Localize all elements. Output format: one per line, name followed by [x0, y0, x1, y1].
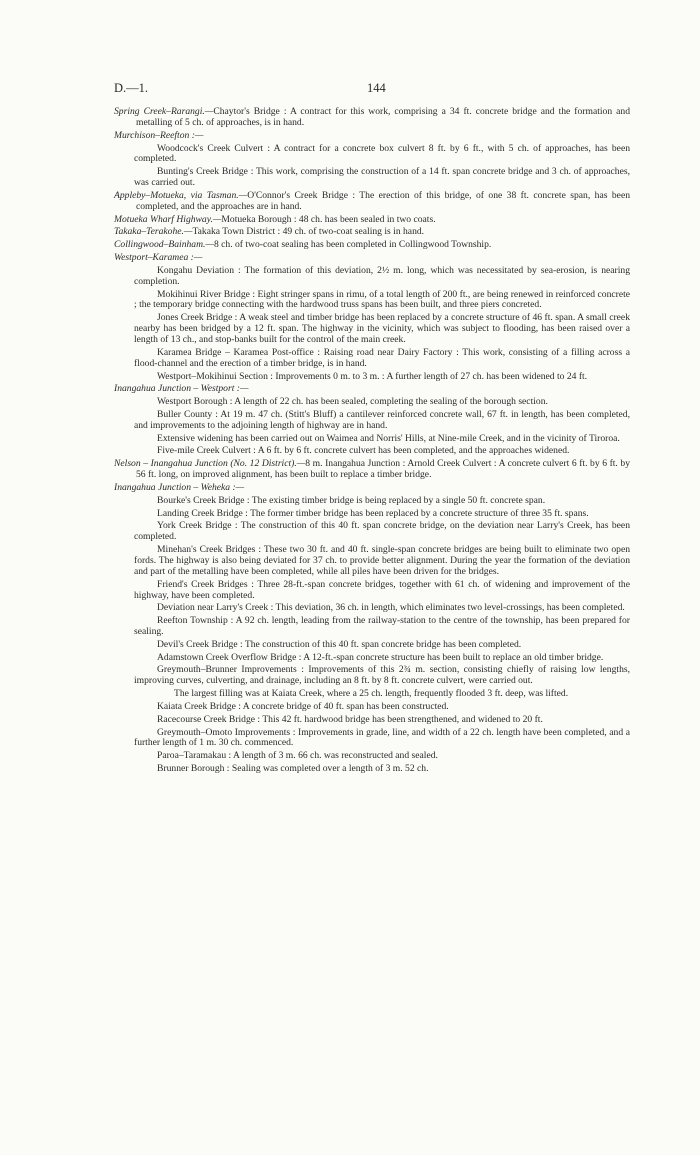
- paragraph-text: 8 m. Inangahua Junction : Arnold Creek Culvert : A concrete culvert 6 ft. by 6 ft. by 56 ft. long, on improved alignment, has been built to replace a timber bridge.: [136, 458, 630, 481]
- paragraph-text: Adamstown Creek Overflow Bridge : A 12-ft.-span concrete structure has been built to replace an old timber bridge.: [157, 651, 604, 663]
- paragraph: [114, 496, 630, 507]
- section-heading: Motueka Wharf Highway.—: [114, 213, 222, 225]
- paragraph-text: Jones Creek Bridge : A weak steel and timber bridge has been replaced by a concrete structure of 46 ft. span. A small creek nearby has been bridged by a 12 ft. span. The highway in the vicinity, which was subject to flooding, has been raised over a length of 13 ch., and stop-banks built for the control of the main creek.: [134, 312, 630, 346]
- paragraph: [114, 545, 630, 578]
- paragraph-text: Extensive widening has been carried out on Waimea and Norris' Hills, at Nine-mile Creek, and in the vicinity of Tiroroa.: [157, 432, 620, 444]
- paragraph: [114, 616, 630, 638]
- paragraph: [114, 640, 630, 651]
- paragraph: [114, 410, 630, 432]
- section-heading: Murchison–Reefton :—: [114, 129, 204, 141]
- paragraph-text: York Creek Bridge : The construction of this 40 ft. span concrete bridge, on the deviation near Larry's Creek, has been completed.: [134, 520, 630, 543]
- paragraph: [114, 348, 630, 370]
- paragraph: [114, 253, 630, 264]
- paragraph: [114, 715, 630, 726]
- paragraph-text: Bunting's Creek Bridge : This work, comprising the construction of a 14 ft. span concrete bridge and 3 ch. of approaches, was carried out.: [134, 166, 630, 189]
- paragraph-text: Brunner Borough : Sealing was completed over a length of 3 m. 52 ch.: [157, 763, 429, 774]
- paragraph: [114, 702, 630, 713]
- paragraph: [114, 191, 630, 213]
- paragraph-text: Takaka Town District : 49 ch. of two-coat sealing is in hand.: [192, 226, 425, 238]
- section-heading: Nelson – Inangahua Junction (No. 12 District).—: [114, 458, 306, 470]
- paragraph-text: Greymouth–Brunner Improvements : Improvements of this 2¾ m. section, consisting chiefly of raising low lengths, improving curves, culverting, and drainage, including an 8 ft. by 8 ft. concrete culvert, were carried out.: [134, 664, 630, 687]
- paragraph-text: Friend's Creek Bridges : Three 28-ft.-span concrete bridges, together with 61 ch. of widening and improvement of the highway, have been completed.: [134, 578, 630, 601]
- paragraph-text: Woodcock's Creek Culvert : A contract for a concrete box culvert 8 ft. by 6 ft., with 5 ch. of approaches, has been completed.: [134, 142, 630, 165]
- paragraph-text: Kongahu Deviation : The formation of this deviation, 2½ m. long, which was necessitated by sea-erosion, is nearing completion.: [134, 264, 630, 287]
- paragraph-text: Mokihinui River Bridge : Eight stringer spans in rimu, of a total length of 200 ft., are being renewed in reinforced concrete ; the temporary bridge connecting with the hardwood truss spans has been built, and three piers concreted.: [134, 288, 630, 311]
- paragraph: [114, 603, 630, 614]
- paragraph-text: Kaiata Creek Bridge : A concrete bridge of 40 ft. span has been constructed.: [157, 700, 449, 712]
- paragraph: [114, 521, 630, 543]
- paragraph: [114, 397, 630, 408]
- paragraph: [114, 227, 630, 238]
- paragraph: [114, 764, 630, 775]
- section-heading: Takaka–Terakohe.—: [114, 226, 193, 238]
- paragraph: [114, 459, 630, 481]
- paragraph-text: Buller County : At 19 m. 47 ch. (Stitt's Bluff) a cantilever reinforced concrete wall, 67 ft. in length, has been completed, and improvements to the adjoining length of highway are in hand.: [134, 408, 630, 431]
- paragraph: [114, 665, 630, 687]
- paragraph-text: Greymouth–Omoto Improvements : Improvements in grade, line, and width of a 22 ch. length have been completed, and a further length of 1 m. 30 ch. commenced.: [134, 726, 630, 749]
- paragraph: [114, 131, 630, 142]
- paragraph: [114, 290, 630, 312]
- paragraph-text: Landing Creek Bridge : The former timber bridge has been replaced by a concrete structure of three 35 ft. spans.: [157, 507, 589, 519]
- paragraph: [114, 240, 630, 251]
- paragraph-text: Karamea Bridge – Karamea Post-office : Raising road near Dairy Factory : This work, consisting of a filling across a flood-channel and the erection of a timber bridge, is in hand.: [134, 346, 630, 369]
- document-code: D.—1.: [114, 81, 149, 95]
- paragraph-text: Five-mile Creek Culvert : A 6 ft. by 6 ft. concrete culvert has been completed, and the approaches widened.: [157, 445, 570, 457]
- paragraph-text: Westport Borough : A length of 22 ch. has been sealed, completing the sealing of the borough section.: [157, 396, 548, 408]
- paragraph-text: Westport–Mokihinui Section : Improvements 0 m. to 3 m. : A further length of 27 ch. has been widened to 24 ft.: [157, 370, 588, 382]
- paragraph-text: Reefton Township : A 92 ch. length, leading from the railway-station to the centre of the township, has been prepared for sealing.: [134, 615, 630, 638]
- paragraph: [114, 434, 630, 445]
- paragraph-text: Devil's Creek Bridge : The construction of this 40 ft. span concrete bridge has been completed.: [157, 638, 522, 650]
- document-body: [114, 107, 630, 777]
- paragraph: [114, 372, 630, 383]
- paragraph: [114, 689, 630, 700]
- paragraph-text: Chaytor's Bridge : A contract for this work, comprising a 34 ft. concrete bridge and the formation and metalling of 5 ch. of approaches, is in hand.: [136, 106, 630, 128]
- paragraph: [114, 384, 630, 395]
- paragraph: [114, 446, 630, 457]
- paragraph: [114, 144, 630, 166]
- paragraph-text: The largest filling was at Kaiata Creek, where a 25 ch. length, frequently flooded 3 ft. deep, was lifted.: [174, 688, 569, 700]
- paragraph: [114, 313, 630, 346]
- paragraph-text: O'Connor's Creek Bridge : The erection of this bridge, of one 38 ft. concrete span, has been completed, and the approaches are in hand.: [136, 189, 630, 212]
- paragraph: [114, 728, 630, 750]
- paragraph-text: Racecourse Creek Bridge : This 42 ft. hardwood bridge has been strengthened, and widened to 20 ft.: [157, 713, 543, 725]
- paragraph: [114, 167, 630, 189]
- paragraph: [114, 653, 630, 664]
- page-number: 144: [367, 81, 386, 95]
- paragraph-text: Bourke's Creek Bridge : The existing timber bridge is being replaced by a single 50 ft. concrete span.: [157, 494, 546, 506]
- section-heading: Collingwood–Bainham.—: [114, 239, 214, 251]
- paragraph-text: Motueka Borough : 48 ch. has been sealed in two coats.: [221, 213, 436, 225]
- paragraph-text: Deviation near Larry's Creek : This deviation, 36 ch. in length, which eliminates two level-crossings, has been completed.: [157, 602, 625, 614]
- section-heading: Spring Creek–Rarangi.—: [114, 106, 214, 117]
- paragraph-text: Minehan's Creek Bridges : These two 30 ft. and 40 ft. single-span concrete bridges are being built to eliminate two open fords. The highway is also being deviated for 37 ch. to provide better alignment. During the year the formation of the deviation and part of the metalling have been completed, while all piles have been driven for the bridges.: [134, 544, 630, 577]
- paragraph: [114, 107, 630, 129]
- paragraph: [114, 751, 630, 762]
- section-heading: Inangahua Junction – Westport :—: [114, 383, 249, 395]
- paragraph: [114, 580, 630, 602]
- paragraph-text: 8 ch. of two-coat sealing has been completed in Collingwood Township.: [213, 239, 492, 251]
- paragraph-text: Paroa–Taramakau : A length of 3 m. 66 ch. was reconstructed and sealed.: [157, 750, 438, 762]
- section-heading: Appleby–Motueka, via Tasman.—: [114, 189, 248, 201]
- paragraph: [114, 509, 630, 520]
- section-heading: Inangahua Junction – Weheka :—: [114, 481, 245, 493]
- paragraph: [114, 483, 630, 494]
- paragraph: [114, 215, 630, 226]
- section-heading: Westport–Karamea :—: [114, 252, 203, 263]
- paragraph: [114, 266, 630, 288]
